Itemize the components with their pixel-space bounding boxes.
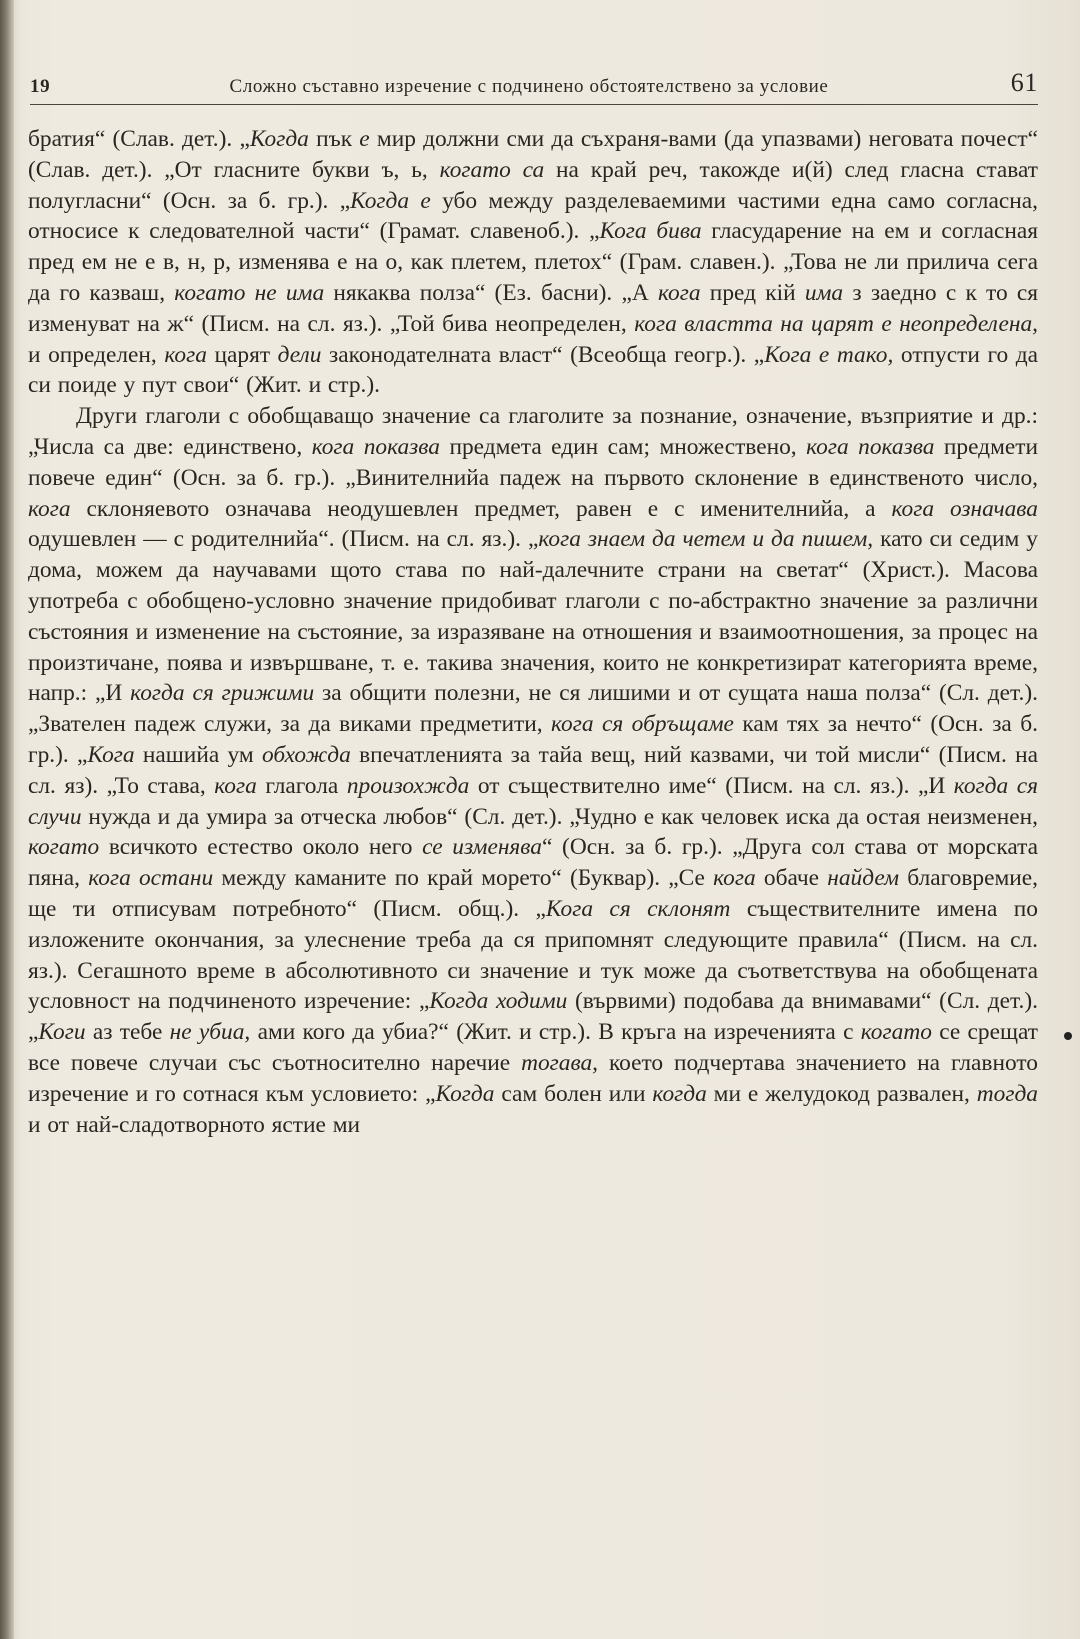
section-number: 19 [30, 76, 51, 97]
paragraph-1 [28, 124, 1038, 401]
italic-run: когато не има [174, 279, 325, 306]
italic-run: Коги [38, 1019, 86, 1046]
text-run: пред кій [700, 279, 805, 306]
italic-run: кога властта на царят е неопределена, [634, 310, 1038, 337]
page-number: 61 [1010, 68, 1038, 97]
italic-run: Кога бива [599, 218, 702, 245]
italic-run: кога ся обръщаме [551, 711, 734, 738]
text-run: отпусти го да си поиде у пут свои“ (Жит. и стр.). [28, 341, 1038, 399]
text-run: пък [308, 126, 360, 152]
italic-run: найдем [827, 865, 900, 892]
italic-run: се изменява [422, 834, 542, 861]
text-run: кам тях за нечто“ (Осн. за б. гр.). „ [28, 711, 1038, 768]
text-run: обаче [755, 865, 828, 892]
italic-run: тогда [976, 1080, 1039, 1107]
italic-run: Когда е [350, 187, 431, 214]
italic-run: когда ся случи [28, 772, 1038, 830]
italic-run: не убиа, [169, 1019, 251, 1046]
italic-run: кога [713, 865, 756, 892]
text-run: и определен, [28, 341, 165, 368]
text-run: като си седим у дома, можем да научавами щото става по най-далечните страни на светат“ (Христ.). Масова употреба с обобщено-условно значение придобиват глаголи с по-абстрактно значение за различни състояния и изменение на състояние, за изразяване на отношения и взаимоотношения, за процес на произтичане, поява и извършване, т. е. такива значения, които не конкретизират категорията време, напр.: „И [28, 526, 1039, 707]
text-run: ми е желудокод развален, [706, 1080, 977, 1107]
italic-run: Когда ходими [429, 988, 568, 1015]
text-run: нужда и да умира за отческа любов“ (Сл. дет.). „Чудно е как человек иска да остая неизменен, [81, 803, 1038, 830]
text-run: Други глаголи с обобщаващо значение са глаголите за познание, означение, възприятие и др.: „Числа са две: единствено, [28, 403, 1038, 460]
italic-run: кога [28, 495, 71, 522]
text-run: гласударение на ем и согласная пред ем не е в, н, р, изменява е на о, как плетем, плетох“ (Грам. славен.). „Това не ли прилича сега да го казваш, [28, 218, 1038, 306]
text-run: аз тебе [85, 1019, 170, 1046]
text-run: и от най-сладотворното ястие ми [28, 1111, 361, 1138]
text-run: ами кого да убиа?“ (Жит. и стр.). В кръга на изреченията с [250, 1019, 861, 1046]
text-run: (вървими) подобава да внимавами“ (Сл. дет.). „ [28, 988, 1038, 1046]
italic-run: кога показва [311, 433, 440, 460]
text-run: някаква полза“ (Ез. басни). „А [324, 279, 658, 306]
italic-run: кога [214, 772, 257, 799]
text-run: склоняевото означава неодушевлен предмет, равен е с именителнийа, а [70, 495, 892, 522]
text-run: законодателната власт“ (Всеобща геогр.). „ [321, 341, 765, 368]
margin-dot-mark [1064, 1032, 1072, 1040]
italic-run: кога остани [88, 865, 214, 892]
text-run: всичкото естество около него [99, 834, 423, 861]
italic-run: Кога [87, 741, 135, 768]
italic-run: кога показва [806, 433, 935, 460]
italic-run: произохжда [346, 772, 470, 799]
italic-run: Кога ся склонят [545, 895, 731, 922]
italic-run: Когда [435, 1080, 495, 1107]
text-run: мир должни сми да съхраня-вами (да упазвами) неговата почест“ (Слав. дет.). „От гласните букви ъ, ь, [28, 126, 1038, 183]
page-binding-shadow [0, 0, 14, 1639]
italic-run: когато [28, 834, 100, 861]
running-title: Сложно съставно изречение с подчинено обстоятелствено за условие [229, 76, 829, 97]
text-run: което подчертава значението на главното изречение и го сотнася към условието: „ [28, 1049, 1038, 1107]
text-run: предмети повече един“ (Осн. за б. гр.). „Винителнийа падеж на първото склонение в единственото число, [28, 433, 1038, 491]
italic-run: кога знаем да четем и да пишем, [538, 526, 874, 553]
italic-run: е [359, 126, 370, 152]
text-run: з заедно с к то ся изменуват на ж“ (Писм. на сл. яз.). „Той бива неопределен, [28, 279, 1039, 337]
italic-run: когда ся грижими [130, 680, 315, 707]
text-run: между каманите по край морето“ (Буквар). „Се [213, 865, 714, 892]
text-run: съществителните имена по изложените окончания, за улеснение треба да ся припомнят следующите правила“ (Писм. на сл. яз.). Сегашното време в абсолютивното си значение и тук може да съответствува на обобщената условност на подчиненото изречение: „ [28, 895, 1038, 1015]
italic-run: когато [860, 1019, 932, 1046]
italic-run: обхожда [261, 741, 351, 768]
italic-run: има [804, 279, 844, 306]
paragraph-2 [28, 401, 1038, 1140]
text-run: впечатленията за тайа вещ, ний казвами, чи той мисли“ (Писм. на сл. яз). „То става, [28, 741, 1038, 799]
text-run: братия“ (Слав. дет.). „ [28, 126, 250, 152]
text-run: убо между разделеваемими частими една само согласна, относисе к следователной части“ (Грамат. славеноб.). „ [28, 187, 1038, 245]
italic-run: когда [652, 1080, 707, 1107]
running-header [30, 62, 1038, 105]
text-run: царят [206, 341, 278, 368]
text-run: от съществително име“ (Писм. на сл. яз.). „И [469, 772, 954, 799]
text-run: нашийа ум [134, 741, 262, 768]
italic-run: Кога е тако, [764, 341, 894, 368]
text-run: благовремие, ще ти отписувам потребното“ (Писм. общ.). „ [28, 865, 1038, 922]
text-run: одушевлен — с родителнийа“. (Писм. на сл. яз.). „ [28, 526, 539, 553]
text-run: за общити полезни, не ся лишими и от сущата наша полза“ (Сл. дет.). „Звателен падеж служи, за да виками предметити, [28, 680, 1038, 738]
text-run: предмета един сам; множествено, [439, 433, 807, 460]
italic-run: кога [164, 341, 207, 368]
text-run: глагола [256, 772, 347, 799]
page-body-text [28, 124, 1038, 1140]
italic-run: тогава, [521, 1049, 599, 1076]
text-run: сам болен или [494, 1080, 653, 1107]
italic-run: когато са [439, 156, 545, 183]
text-run: “ (Осн. за б. гр.). „Друга сол става от морската пяна, [28, 834, 1038, 892]
text-run: се срещат все повече случаи със съотносително наречие [28, 1019, 1038, 1076]
italic-run: кога означава [891, 495, 1038, 522]
italic-run: Когда [249, 126, 309, 152]
italic-run: дели [277, 341, 322, 368]
italic-run: кога [658, 279, 701, 306]
text-run: на край реч, такожде и(й) след гласна стават полугласни“ (Осн. за б. гр.). „ [28, 156, 1038, 214]
